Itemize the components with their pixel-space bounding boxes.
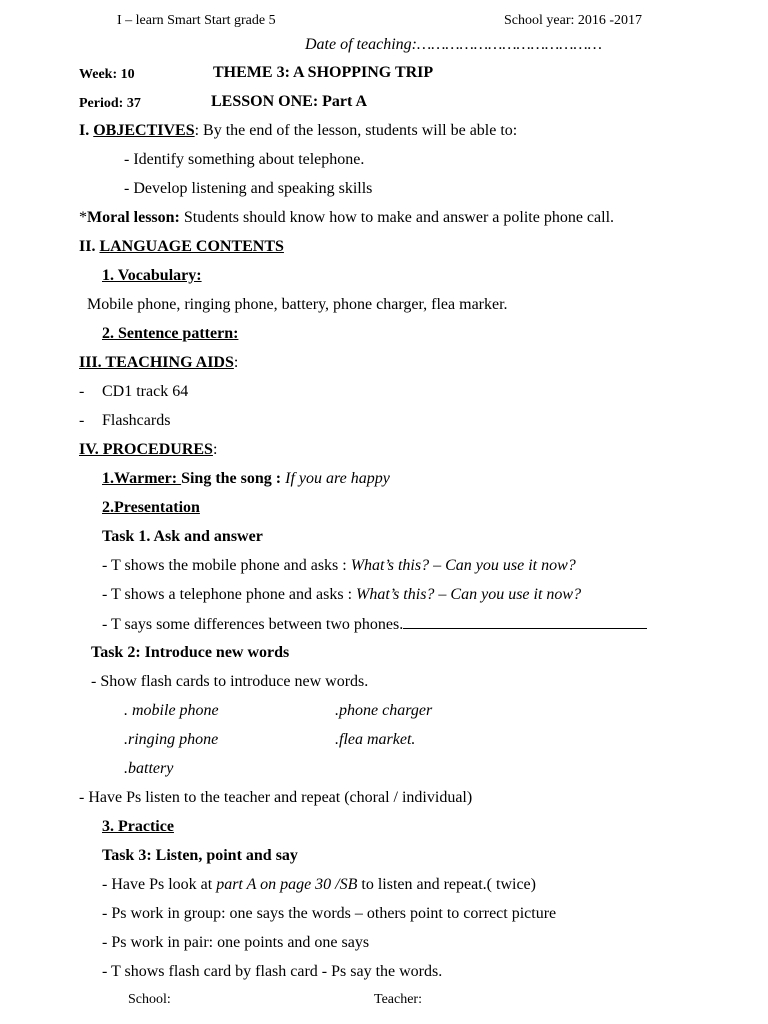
theme-title: THEME 3: A SHOPPING TRIP bbox=[213, 64, 434, 81]
moral-lesson: *Moral lesson: Students should know how to make and answer a polite phone call. bbox=[79, 209, 615, 226]
task2-heading: Task 2: Introduce new words bbox=[91, 644, 290, 661]
word-item: .ringing phone bbox=[124, 731, 219, 748]
lesson-title: LESSON ONE: Part A bbox=[211, 93, 368, 110]
task3-line: - Have Ps look at part A on page 30 /SB to listen and repeat.( twice) bbox=[102, 876, 536, 893]
task3-line: - Ps work in group: one says the words – others point to correct picture bbox=[102, 905, 557, 922]
vocabulary-text: Mobile phone, ringing phone, battery, phone charger, flea marker. bbox=[87, 296, 508, 313]
teaching-aids-heading: III. TEACHING AIDS: bbox=[79, 354, 239, 371]
objective-item: - Develop listening and speaking skills bbox=[124, 180, 373, 197]
word-item: . mobile phone bbox=[124, 702, 219, 719]
task3-line: - Ps work in pair: one points and one says bbox=[102, 934, 370, 951]
task1-line: - T shows a telephone phone and asks : What’s this? – Can you use it now? bbox=[102, 586, 582, 603]
word-item: .phone charger bbox=[335, 702, 433, 719]
period-label: Period: 37 bbox=[79, 96, 141, 111]
aid-item: - CD1 track 64 bbox=[79, 383, 189, 400]
word-item: .flea market. bbox=[335, 731, 416, 748]
task1-heading: Task 1. Ask and answer bbox=[102, 528, 263, 545]
word-item: .battery bbox=[124, 760, 174, 777]
repeat-line: - Have Ps listen to the teacher and repeat (choral / individual) bbox=[79, 789, 473, 806]
date-of-teaching: Date of teaching:………………………………… bbox=[305, 36, 602, 53]
task2-line: - Show flash cards to introduce new words. bbox=[91, 673, 369, 690]
objectives-heading: I. OBJECTIVES: By the end of the lesson, students will be able to: bbox=[79, 122, 518, 139]
objectives-title: OBJECTIVES bbox=[93, 122, 195, 139]
footer-teacher: Teacher: bbox=[374, 992, 422, 1007]
aid-item: - Flashcards bbox=[79, 412, 171, 429]
week-label: Week: 10 bbox=[79, 67, 135, 82]
task1-line: - T shows the mobile phone and asks : What’s this? – Can you use it now? bbox=[102, 557, 576, 574]
header-course: I – learn Smart Start grade 5 bbox=[117, 13, 276, 28]
vocabulary-heading: 1. Vocabulary: bbox=[102, 267, 202, 284]
footer-school: School: bbox=[128, 992, 171, 1007]
task1-line: - T says some differences between two phones. bbox=[102, 614, 647, 635]
language-heading: II. LANGUAGE CONTENTS bbox=[79, 238, 284, 255]
procedures-heading: IV. PROCEDURES: bbox=[79, 441, 218, 458]
warmer-line: 1.Warmer: Sing the song : If you are happy bbox=[102, 470, 390, 487]
presentation-heading: 2.Presentation bbox=[102, 499, 200, 516]
practice-heading: 3. Practice bbox=[102, 818, 174, 835]
objective-item: - Identify something about telephone. bbox=[124, 151, 365, 168]
sentence-pattern-heading: 2. Sentence pattern: bbox=[102, 325, 239, 342]
header-school-year: School year: 2016 -2017 bbox=[504, 13, 643, 28]
blank-underline bbox=[403, 614, 647, 629]
task3-line: - T shows flash card by flash card - Ps say the words. bbox=[102, 963, 443, 980]
task3-heading: Task 3: Listen, point and say bbox=[102, 847, 298, 864]
